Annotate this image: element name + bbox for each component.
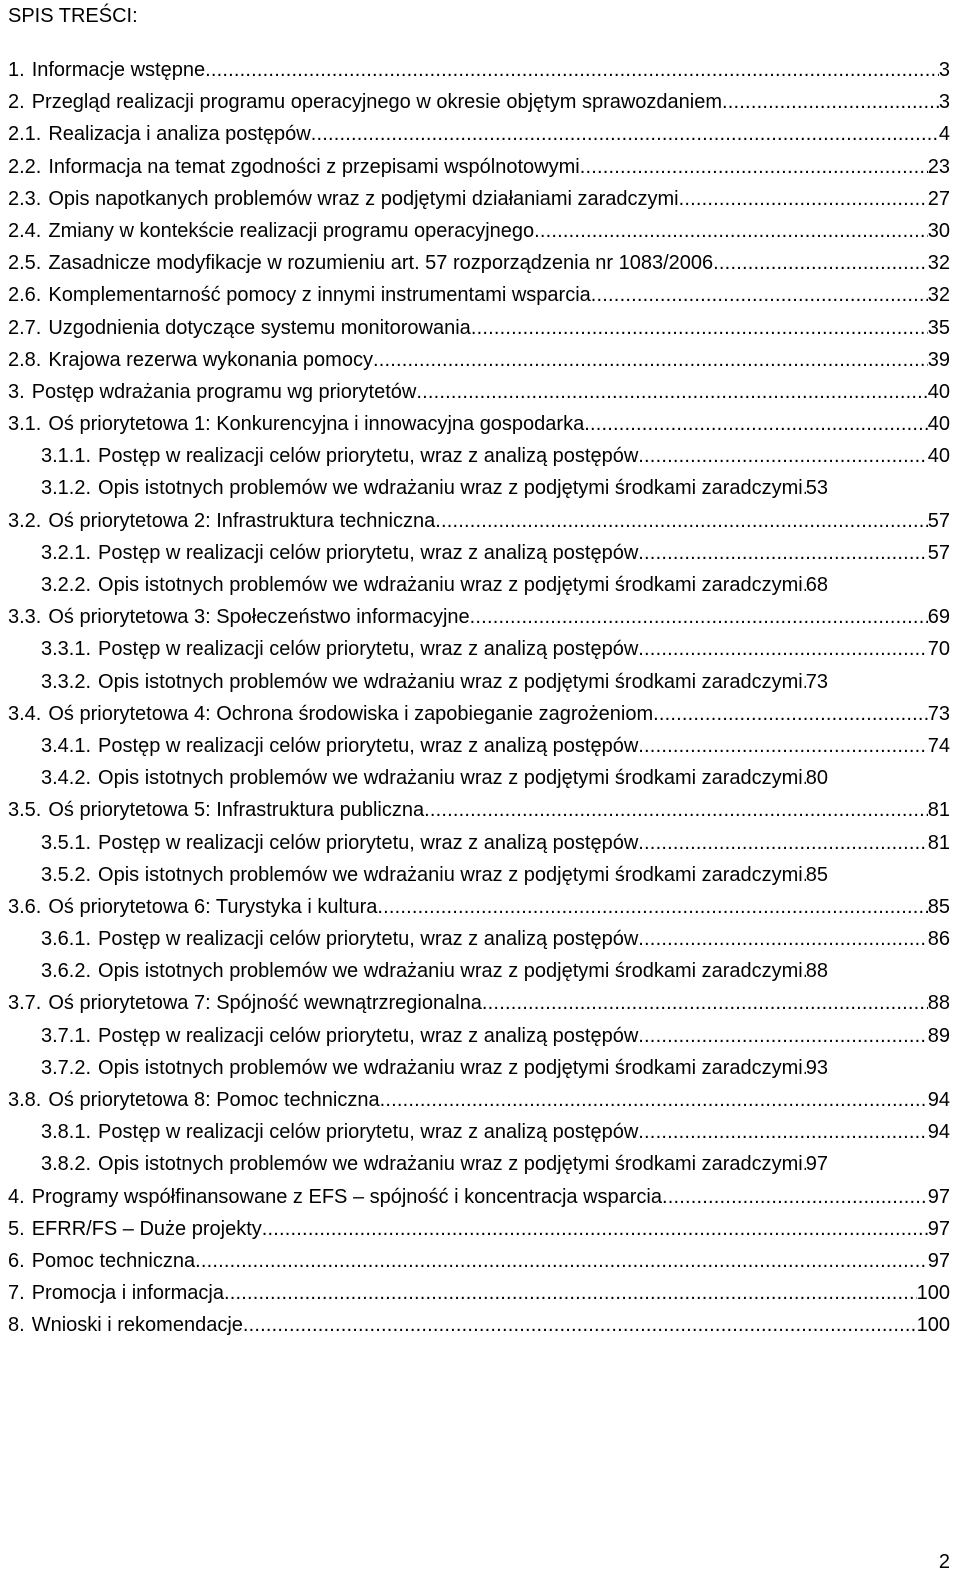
toc-entry-leader xyxy=(224,1281,917,1305)
toc-entry[interactable] xyxy=(8,927,950,959)
toc-entry-page: 100 xyxy=(916,1314,950,1337)
toc-entry-label: Postęp w realizacji celów priorytetu, wraz z analizą postępów xyxy=(98,928,639,951)
toc-entry[interactable] xyxy=(8,1088,950,1120)
toc-entry[interactable] xyxy=(8,251,950,283)
toc-entry-label: Postęp w realizacji celów priorytetu, wraz z analizą postępów xyxy=(98,734,639,757)
toc-entry-label: Opis istotnych problemów we wdrażaniu wraz z podjętymi środkami zaradczymi xyxy=(98,1153,803,1176)
toc-entry-number: 3.3.2. xyxy=(41,670,92,693)
toc-entry-number: 7. xyxy=(8,1282,25,1305)
toc-entry-number: 3.6.1. xyxy=(41,928,92,951)
toc-entry-label: Opis istotnych problemów we wdrażaniu wraz z podjętymi środkami zaradczymi xyxy=(98,477,803,500)
toc-entry-page: 3 xyxy=(938,59,950,81)
toc-entry-label: Opis istotnych problemów we wdrażaniu wraz z podjętymi środkami zaradczymi xyxy=(98,670,803,693)
toc-entry[interactable] xyxy=(8,1056,950,1088)
toc-entry-number: 3. xyxy=(8,380,25,403)
toc-entry-number: 3.2.2. xyxy=(41,574,92,596)
toc-entry-number: 3.8.1. xyxy=(41,1121,92,1144)
toc-entry-page: 3 xyxy=(938,91,950,114)
toc-entry-page: 69 xyxy=(927,606,950,629)
toc-entry-page: 4 xyxy=(938,123,950,146)
toc-entry-number: 3.6.2. xyxy=(41,960,92,983)
toc-entry-number: 3.2. xyxy=(8,509,42,532)
toc-entry-label: Wnioski i rekomendacje xyxy=(31,1314,243,1337)
toc-entry[interactable] xyxy=(8,1281,950,1313)
toc-entry-page: 94 xyxy=(927,1121,950,1144)
toc-entry[interactable] xyxy=(8,670,950,702)
toc-entry-page: 40 xyxy=(927,413,950,436)
toc-entry-label: Opis istotnych problemów we wdrażaniu wraz z podjętymi środkami zaradczymi xyxy=(98,1056,803,1079)
toc-entry-label: Komplementarność pomocy z innymi instrumentami wsparcia xyxy=(48,284,591,307)
toc-entry-label: Postęp w realizacji celów priorytetu, wraz z analizą postępów xyxy=(98,541,639,564)
toc-entry-leader xyxy=(205,58,939,82)
toc-entry-number: 6. xyxy=(8,1249,25,1272)
toc-entry-page: 97 xyxy=(927,1185,950,1208)
toc-entry-label: Oś priorytetowa 5: Infrastruktura publiczna xyxy=(48,799,425,822)
toc-entry-leader xyxy=(638,637,927,661)
toc-entry[interactable] xyxy=(8,991,950,1023)
toc-entry-page: 73 xyxy=(805,670,828,693)
toc-entry[interactable] xyxy=(8,122,950,154)
toc-entry-label: Zmiany w kontekście realizacji programu operacyjnego xyxy=(48,219,535,242)
toc-entry-label: Opis istotnych problemów we wdrażaniu wraz z podjętymi środkami zaradczymi xyxy=(98,767,803,790)
toc-entry-page: 35 xyxy=(927,316,950,339)
toc-entry[interactable] xyxy=(8,1024,950,1056)
toc-entry-leader xyxy=(662,1185,928,1209)
toc-entry-leader xyxy=(482,991,928,1015)
toc-entry-leader xyxy=(722,90,939,114)
toc-entry[interactable] xyxy=(8,1120,950,1152)
toc-entry-page: 93 xyxy=(805,1056,828,1079)
toc-entry-page: 40 xyxy=(927,445,950,468)
toc-entry-label: Postęp w realizacji celów priorytetu, wraz z analizą postępów xyxy=(98,1024,639,1047)
toc-entry-page: 88 xyxy=(927,992,950,1015)
toc-entry-number: 3.1.2. xyxy=(41,477,92,500)
toc-entry[interactable] xyxy=(8,1217,950,1249)
toc-entry-number: 2. xyxy=(8,91,25,114)
toc-entry-leader xyxy=(713,251,928,275)
toc-entry-page: 97 xyxy=(805,1153,828,1176)
toc-entry-number: 3.4. xyxy=(8,702,42,725)
toc-entry-number: 2.8. xyxy=(8,348,42,371)
toc-entry[interactable] xyxy=(8,959,950,991)
toc-entry-label: Postęp w realizacji celów priorytetu, wraz z analizą postępów xyxy=(98,1121,639,1144)
toc-entry[interactable] xyxy=(8,1249,950,1281)
toc-entry-label: Opis istotnych problemów we wdrażaniu wraz z podjętymi środkami zaradczymi xyxy=(98,574,803,596)
toc-entry-page: 94 xyxy=(927,1089,950,1111)
toc-entry-leader xyxy=(638,927,927,951)
toc-entry-leader xyxy=(653,702,928,726)
toc-entry-number: 3.3.1. xyxy=(41,638,92,661)
toc-entry[interactable] xyxy=(8,90,950,122)
toc-entry-page: 74 xyxy=(927,734,950,757)
toc-entry-label: Postęp w realizacji celów priorytetu, wraz z analizą postępów xyxy=(98,831,639,854)
toc-entry[interactable] xyxy=(8,476,950,508)
toc-entry-label: Przegląd realizacji programu operacyjnego w okresie objętym sprawozdaniem xyxy=(31,91,723,114)
toc-entry-leader xyxy=(195,1249,928,1273)
toc-entry[interactable] xyxy=(8,509,950,541)
toc-entry[interactable] xyxy=(8,283,950,315)
toc-entry-page: 68 xyxy=(805,574,828,596)
toc-entry-leader xyxy=(424,798,928,822)
toc-entry-label: Informacje wstępne xyxy=(31,59,206,81)
toc-entry-number: 3.5. xyxy=(8,799,42,822)
toc-entry-page: 39 xyxy=(927,348,950,371)
toc-entry-page: 85 xyxy=(805,863,828,886)
toc-entry-page: 30 xyxy=(927,219,950,242)
toc-entry-leader xyxy=(311,122,939,146)
page-number: 2 xyxy=(938,1551,950,1573)
toc-entry-label: Pomoc techniczna xyxy=(31,1249,196,1272)
toc-entry-leader xyxy=(679,187,928,211)
toc-entry[interactable] xyxy=(8,187,950,219)
toc-entry-page: 53 xyxy=(805,477,828,500)
toc-entry-number: 2.6. xyxy=(8,284,42,307)
toc-entry-leader xyxy=(470,605,928,629)
toc-entry-label: Informacja na temat zgodności z przepisami wspólnotowymi xyxy=(48,155,580,178)
toc-entry-page: 57 xyxy=(927,509,950,532)
toc-entry-page: 23 xyxy=(927,155,950,178)
toc-entry[interactable] xyxy=(8,58,950,90)
toc-entry[interactable] xyxy=(8,155,950,187)
toc-entry[interactable] xyxy=(8,1152,950,1184)
toc-entry[interactable] xyxy=(8,541,950,573)
toc-entry-leader xyxy=(584,412,928,436)
toc-entry-page: 88 xyxy=(805,960,828,983)
toc-entry-number: 3.7. xyxy=(8,992,42,1015)
toc-entry-number: 3.7.2. xyxy=(41,1056,92,1079)
toc-entry-number: 3.5.1. xyxy=(41,831,92,854)
toc-entry-page: 27 xyxy=(927,187,950,210)
toc-entry-label: Zasadnicze modyfikacje w rozumieniu art. 57 rozporządzenia nr 1083/2006 xyxy=(48,252,714,275)
toc-entry-number: 3.2.1. xyxy=(41,541,92,564)
toc-entry-number: 3.1.1. xyxy=(41,445,92,468)
toc-entry-number: 3.8. xyxy=(8,1089,42,1111)
toc-entry-label: Opis istotnych problemów we wdrażaniu wraz z podjętymi środkami zaradczymi xyxy=(98,863,803,886)
toc-entry-leader xyxy=(416,380,927,404)
toc-entry-label: Uzgodnienia dotyczące systemu monitorowania xyxy=(48,316,471,339)
toc-entry-label: Opis napotkanych problemów wraz z podjętymi działaniami zaradczymi xyxy=(48,187,679,210)
toc-entry-label: Oś priorytetowa 8: Pomoc techniczna xyxy=(48,1089,380,1111)
toc-entry-label: Oś priorytetowa 3: Społeczeństwo informacyjne xyxy=(48,606,470,629)
toc-entry-number: 1. xyxy=(8,59,25,81)
toc-entry-page: 97 xyxy=(927,1249,950,1272)
toc-entry[interactable] xyxy=(8,831,950,863)
toc-entry-page: 81 xyxy=(927,831,950,854)
toc-entry-page: 100 xyxy=(916,1282,950,1305)
toc-entry-label: Promocja i informacja xyxy=(31,1282,224,1305)
toc-entry-number: 2.4. xyxy=(8,219,42,242)
toc-heading: SPIS TREŚCI: xyxy=(8,5,138,27)
toc-entry-page: 97 xyxy=(927,1217,950,1240)
toc-entry-leader xyxy=(262,1217,928,1241)
toc-entry-leader xyxy=(638,831,927,855)
toc-entry[interactable] xyxy=(8,605,950,637)
toc-entry-number: 3.6. xyxy=(8,895,42,918)
toc-entry-leader xyxy=(471,316,928,340)
toc-entry[interactable] xyxy=(8,1185,950,1217)
toc-entry-label: Programy współfinansowane z EFS – spójność i koncentracja wsparcia xyxy=(31,1185,662,1208)
toc-entry-leader xyxy=(435,509,928,533)
toc-entry[interactable] xyxy=(8,702,950,734)
toc-entry-leader xyxy=(638,734,927,758)
toc-entry-leader xyxy=(243,1313,917,1337)
toc-entry-label: Oś priorytetowa 7: Spójność wewnątrzregionalna xyxy=(48,992,482,1015)
table-of-contents xyxy=(8,58,950,1346)
toc-entry-leader xyxy=(373,348,928,372)
toc-entry-number: 2.2. xyxy=(8,155,42,178)
toc-entry[interactable] xyxy=(8,1313,950,1345)
toc-entry[interactable] xyxy=(8,412,950,444)
toc-entry[interactable] xyxy=(8,798,950,830)
toc-entry-number: 2.7. xyxy=(8,316,42,339)
toc-entry-number: 3.8.2. xyxy=(41,1153,92,1176)
toc-entry-page: 32 xyxy=(927,284,950,307)
toc-entry-number: 3.7.1. xyxy=(41,1024,92,1047)
toc-entry-page: 80 xyxy=(805,767,828,790)
toc-entry-label: Postęp wdrażania programu wg priorytetów xyxy=(31,380,417,403)
toc-entry-leader xyxy=(591,283,928,307)
toc-entry-number: 2.3. xyxy=(8,187,42,210)
toc-entry-label: Realizacja i analiza postępów xyxy=(48,123,311,146)
toc-entry-page: 57 xyxy=(927,541,950,564)
toc-entry-leader xyxy=(638,541,927,565)
toc-entry-label: Oś priorytetowa 1: Konkurencyjna i innowacyjna gospodarka xyxy=(48,413,585,436)
toc-entry-number: 3.1. xyxy=(8,413,42,436)
toc-entry[interactable] xyxy=(8,863,950,895)
toc-entry-leader xyxy=(580,155,928,179)
toc-entry[interactable] xyxy=(8,637,950,669)
toc-entry[interactable] xyxy=(8,895,950,927)
toc-entry-number: 2.5. xyxy=(8,252,42,275)
toc-entry-leader xyxy=(638,1120,927,1144)
toc-entry[interactable] xyxy=(8,380,950,412)
toc-entry-page: 85 xyxy=(927,895,950,918)
toc-entry-page: 32 xyxy=(927,252,950,275)
toc-entry-number: 3.5.2. xyxy=(41,863,92,886)
toc-entry-page: 73 xyxy=(927,702,950,725)
toc-entry-number: 8. xyxy=(8,1314,25,1337)
toc-entry-leader xyxy=(534,219,928,243)
toc-entry[interactable] xyxy=(8,573,950,605)
toc-entry-number: 3.3. xyxy=(8,606,42,629)
toc-entry-number: 3.4.2. xyxy=(41,767,92,790)
toc-entry-page: 86 xyxy=(927,928,950,951)
toc-entry[interactable] xyxy=(8,316,950,348)
toc-entry[interactable] xyxy=(8,444,950,476)
toc-entry[interactable] xyxy=(8,219,950,251)
toc-entry-number: 2.1. xyxy=(8,123,42,146)
toc-entry-number: 4. xyxy=(8,1185,25,1208)
toc-entry-leader xyxy=(638,444,927,468)
toc-entry-number: 3.4.1. xyxy=(41,734,92,757)
toc-entry-label: Opis istotnych problemów we wdrażaniu wraz z podjętymi środkami zaradczymi xyxy=(98,960,803,983)
toc-entry[interactable] xyxy=(8,348,950,380)
toc-entry-leader xyxy=(380,1088,928,1112)
toc-entry-label: Oś priorytetowa 6: Turystyka i kultura xyxy=(48,895,378,918)
toc-entry-leader xyxy=(377,895,927,919)
toc-entry-label: Krajowa rezerwa wykonania pomocy xyxy=(48,348,373,371)
toc-entry-label: Postęp w realizacji celów priorytetu, wraz z analizą postępów xyxy=(98,638,639,661)
toc-entry-page: 70 xyxy=(927,638,950,661)
toc-entry-number: 5. xyxy=(8,1217,25,1240)
toc-entry-page: 40 xyxy=(927,380,950,403)
toc-entry-label: EFRR/FS – Duże projekty xyxy=(31,1217,262,1240)
toc-entry-label: Postęp w realizacji celów priorytetu, wraz z analizą postępów xyxy=(98,445,639,468)
toc-entry-label: Oś priorytetowa 4: Ochrona środowiska i zapobieganie zagrożeniom xyxy=(48,702,654,725)
toc-entry-leader xyxy=(638,1024,927,1048)
toc-entry[interactable] xyxy=(8,766,950,798)
toc-entry-page: 89 xyxy=(927,1024,950,1047)
toc-entry[interactable] xyxy=(8,734,950,766)
toc-entry-label: Oś priorytetowa 2: Infrastruktura techniczna xyxy=(48,509,436,532)
toc-entry-page: 81 xyxy=(927,799,950,822)
